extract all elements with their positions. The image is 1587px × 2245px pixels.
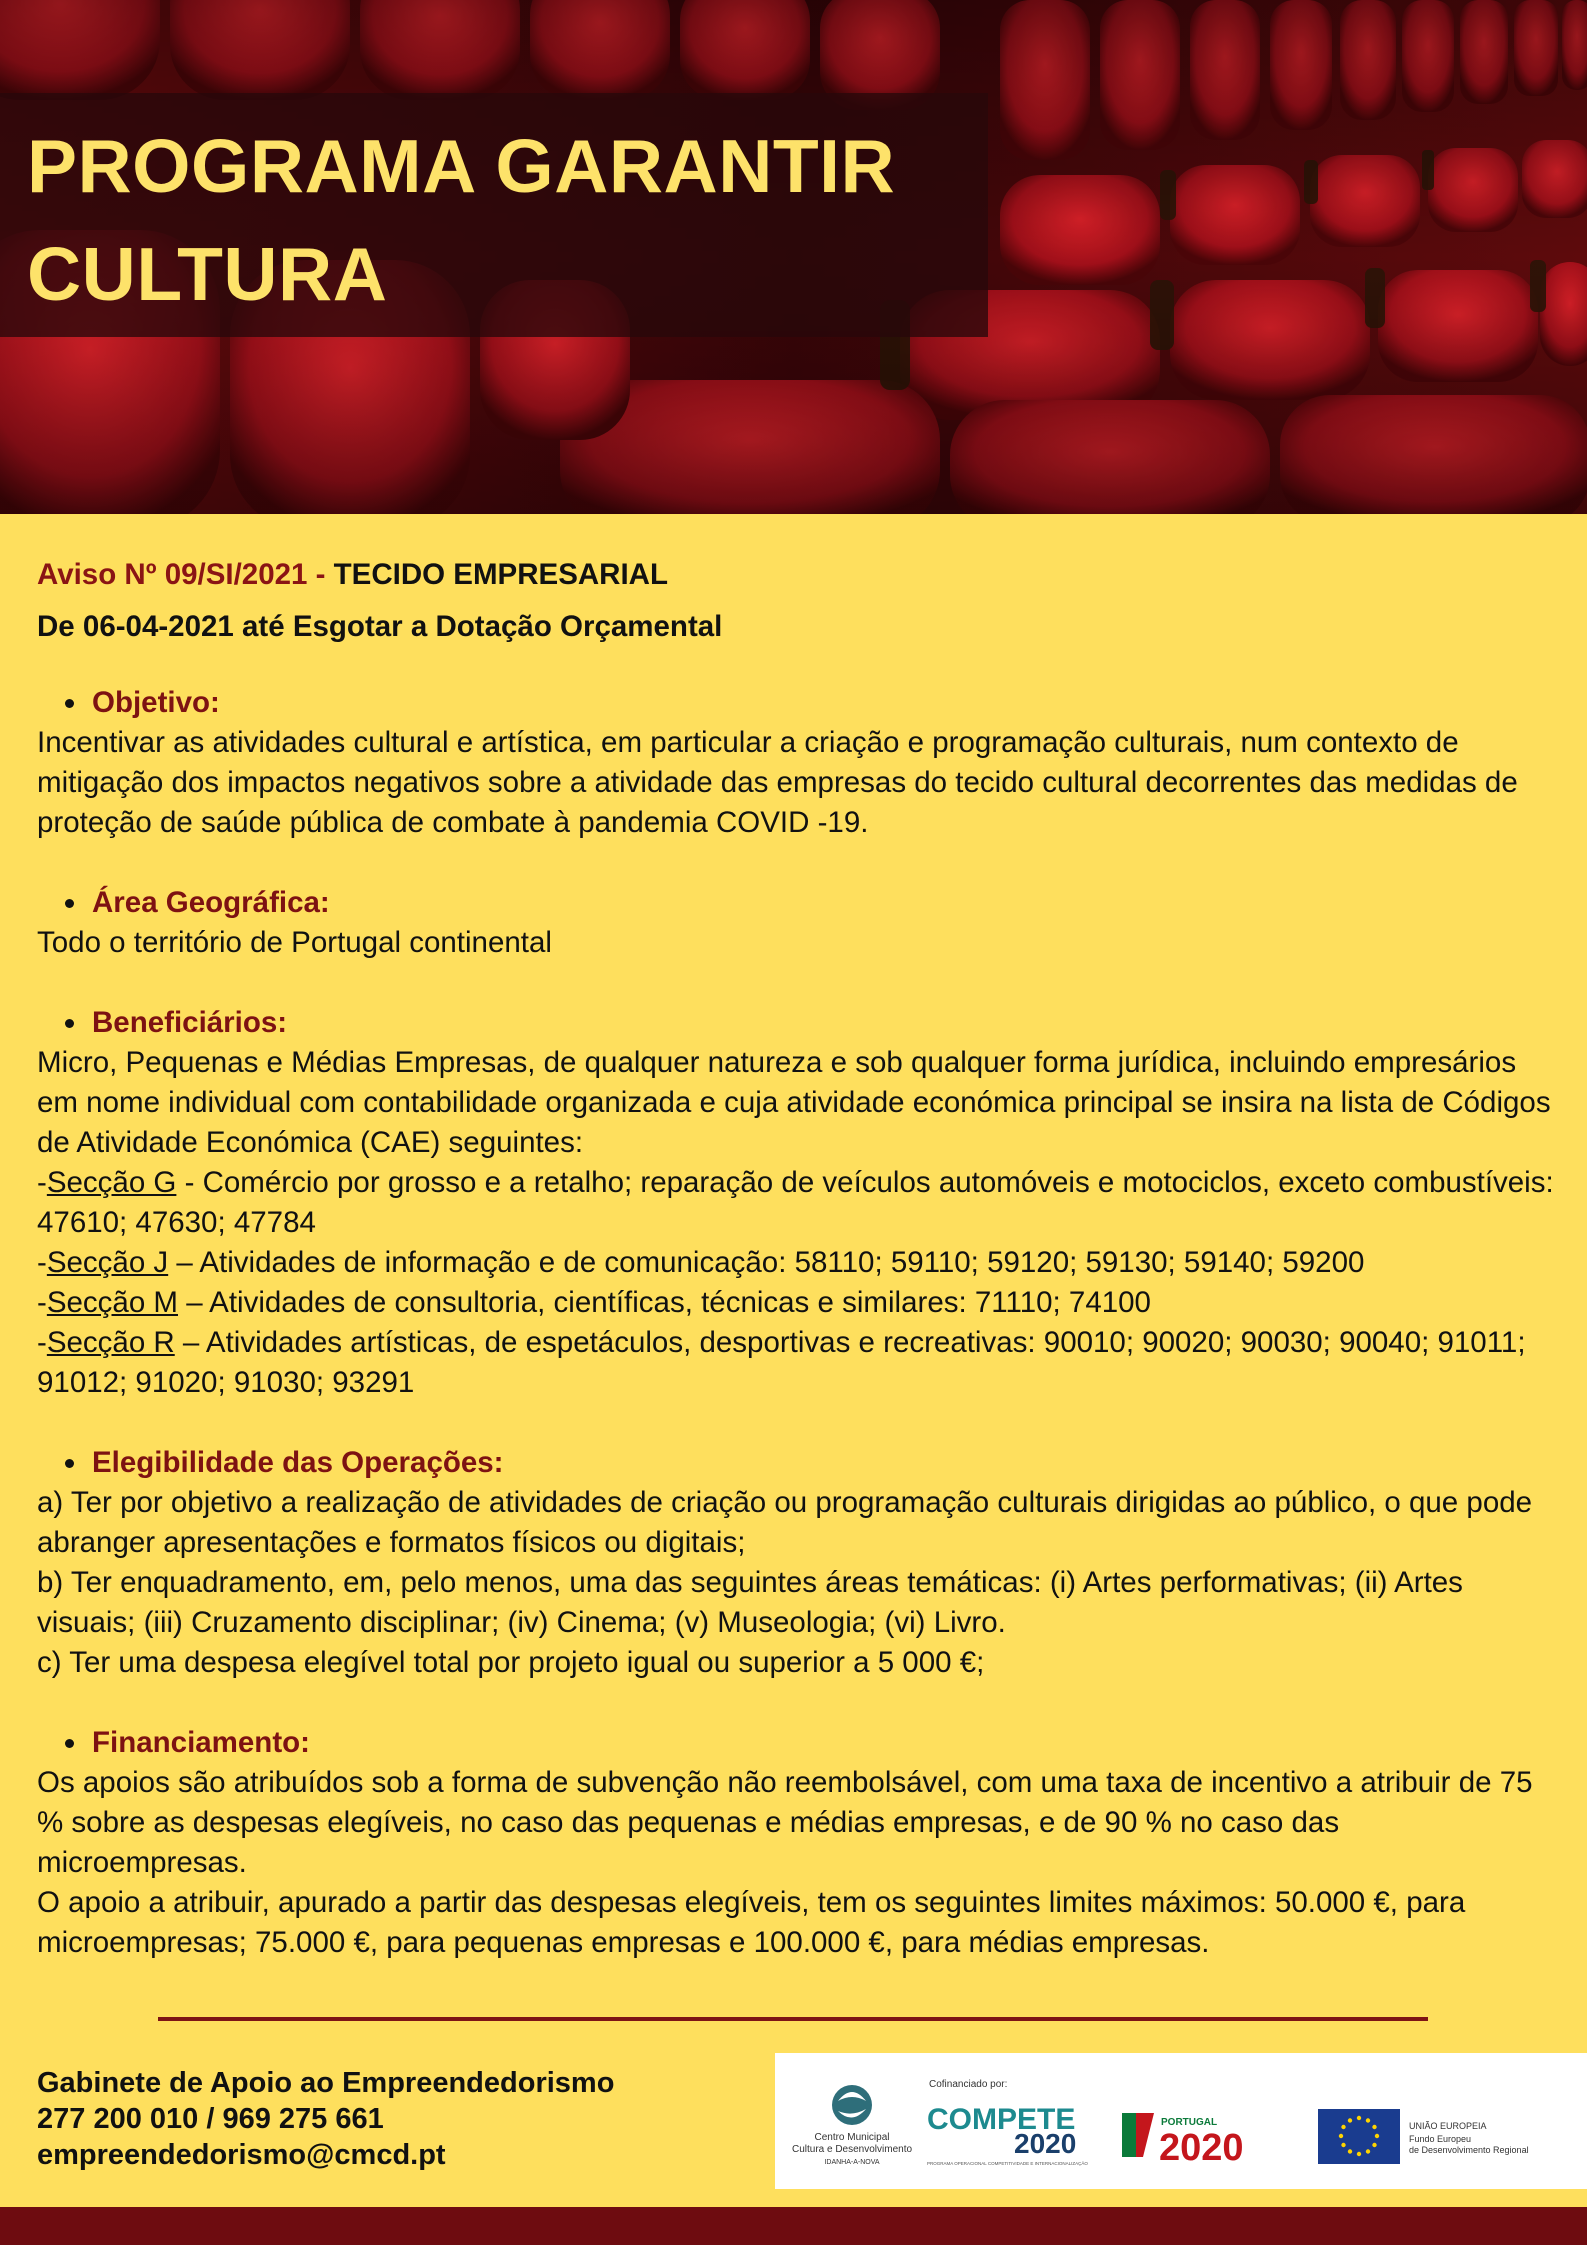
section-elegibilidade [37,1443,1557,1683]
section-text: Incentivar as atividades cultural e artística, em particular a criação e programação culturais, num contexto de mitigação dos impactos negativos sobre a atividade das empresas do tecido cultural decorrentes das medidas de proteção de saúde pública de combate à pandemia COVID -19. [37,726,1518,839]
section-text: Os apoios são atribuídos sob a forma de subvenção não reembolsável, com uma taxa de incentivo a atribuir de 75 % sobre as despesas elegíveis, no caso das pequenas e médias empresas, e de 90 % no caso das microempresas. [37,1766,1533,1879]
compete-year: 2020 [1014,2128,1077,2159]
funding-logos [775,2053,1587,2189]
logos-strip [775,2053,1587,2189]
ue-line3: de Desenvolvimento Regional [1409,2145,1529,2155]
footer-bar [0,2207,1587,2245]
hero-image [0,0,1587,514]
cmcd-line3: IDANHA-A-NOVA [824,2159,880,2166]
cae-item [37,1243,1557,1283]
cae-section-label: Secção R [46,1326,175,1359]
cmcd-logo-icon [792,2085,912,2166]
compete-subtitle: PROGRAMA OPERACIONAL COMPETITIVIDADE E INTERNACIONALIZAÇÃO [927,2161,1088,2166]
cae-prefix: - [37,1286,47,1319]
portugal-year: 2020 [1159,2127,1244,2169]
title-line-1: PROGRAMA GARANTIR [27,124,896,208]
section-text: Micro, Pequenas e Médias Empresas, de qualquer natureza e sob qualquer forma jurídica, incluindo empresários em nome individual com contabilidade organizada e cuja atividade económica principal se insira na lista de Códigos de Atividade Económica (CAE) seguintes: [37,1046,1551,1159]
section-heading: Área Geográfica: [37,883,1557,923]
cmcd-line1: Centro Municipal [814,2132,890,2143]
section-heading: Beneficiários: [37,1003,1557,1043]
section-heading: Financiamento: [37,1723,1557,1763]
contact-block [37,2065,614,2173]
section-text: O apoio a atribuir, apurado a partir das despesas elegíveis, tem os seguintes limites máximos: 50.000 €, para microempresas; 75.000 €, para pequenas empresas e 100.000 €, para médias empresas. [37,1886,1466,1959]
title-line-2: CULTURA [27,232,388,316]
eu-flag-icon [1318,2109,1529,2164]
cae-text: – Atividades de consultoria, científicas, técnicas e similares: 71110; 74100 [178,1286,1151,1319]
cae-section-label: Secção J [46,1246,169,1279]
cae-text: - Comércio por grosso e a retalho; reparação de veículos automóveis e motociclos, exceto combustíveis: 47610; 47630; 47784 [37,1166,1554,1239]
cae-section-label: Secção G [46,1166,177,1199]
portugal2020-logo-icon [1122,2113,1244,2169]
ue-line1: UNIÃO EUROPEIA [1409,2121,1487,2131]
portugal-label: PORTUGAL [1161,2117,1218,2128]
notice-dates: De 06-04-2021 até Esgotar a Dotação Orçamental [37,610,723,643]
contact-office: Gabinete de Apoio ao Empreendedorismo [37,2067,615,2099]
cae-item [37,1323,1557,1403]
section-beneficiarios [37,1003,1557,1403]
section-text: b) Ter enquadramento, em, pelo menos, uma das seguintes áreas temáticas: (i) Artes performativas; (ii) Artes visuais; (iii) Cruzamento disciplinar; (iv) Cinema; (v) Museologia; (vi) Livro. [37,1566,1463,1639]
notice-type: TECIDO EMPRESARIAL [333,558,668,591]
cmcd-line2: Cultura e Desenvolvimento [791,2144,913,2155]
cae-item [37,1163,1557,1243]
main-content [37,551,1557,2003]
section-financiamento [37,1723,1557,1963]
cae-text: – Atividades de informação e de comunicação: 58110; 59110; 59120; 59130; 59140; 59200 [168,1246,1365,1279]
cae-section-label: Secção M [46,1286,178,1319]
cofinanciado-label: Cofinanciado por: [929,2079,1008,2090]
divider [158,2017,1428,2021]
cae-item [37,1283,1557,1323]
compete-logo: COMPETE [927,2103,1076,2136]
page-title [27,112,895,328]
section-heading: Elegibilidade das Operações: [37,1443,1557,1483]
section-objetivo [37,683,1557,843]
contact-email[interactable]: empreendedorismo@cmcd.pt [37,2139,446,2171]
section-text: a) Ter por objetivo a realização de atividades de criação ou programação culturais dirigidas ao público, o que pode abranger apresentações e formatos físicos ou digitais; [37,1486,1533,1559]
section-area [37,883,1557,963]
notice-line [37,551,1557,603]
cae-prefix: - [37,1246,47,1279]
contact-phone[interactable]: 277 200 010 / 969 275 661 [37,2103,384,2135]
section-text: c) Ter uma despesa elegível total por projeto igual ou superior a 5 000 €; [37,1646,985,1679]
section-heading: Objetivo: [37,683,1557,723]
section-text: Todo o território de Portugal continental [37,926,552,959]
ue-line2: Fundo Europeu [1409,2134,1472,2144]
cae-prefix: - [37,1326,47,1359]
cae-text: – Atividades artísticas, de espetáculos, desportivas e recreativas: 90010; 90020; 90030; 90040; 91011; 91012; 91020; 91030; 93291 [37,1326,1526,1399]
cae-prefix: - [37,1166,47,1199]
notice-number: Aviso Nº 09/SI/2021 - [37,558,326,591]
